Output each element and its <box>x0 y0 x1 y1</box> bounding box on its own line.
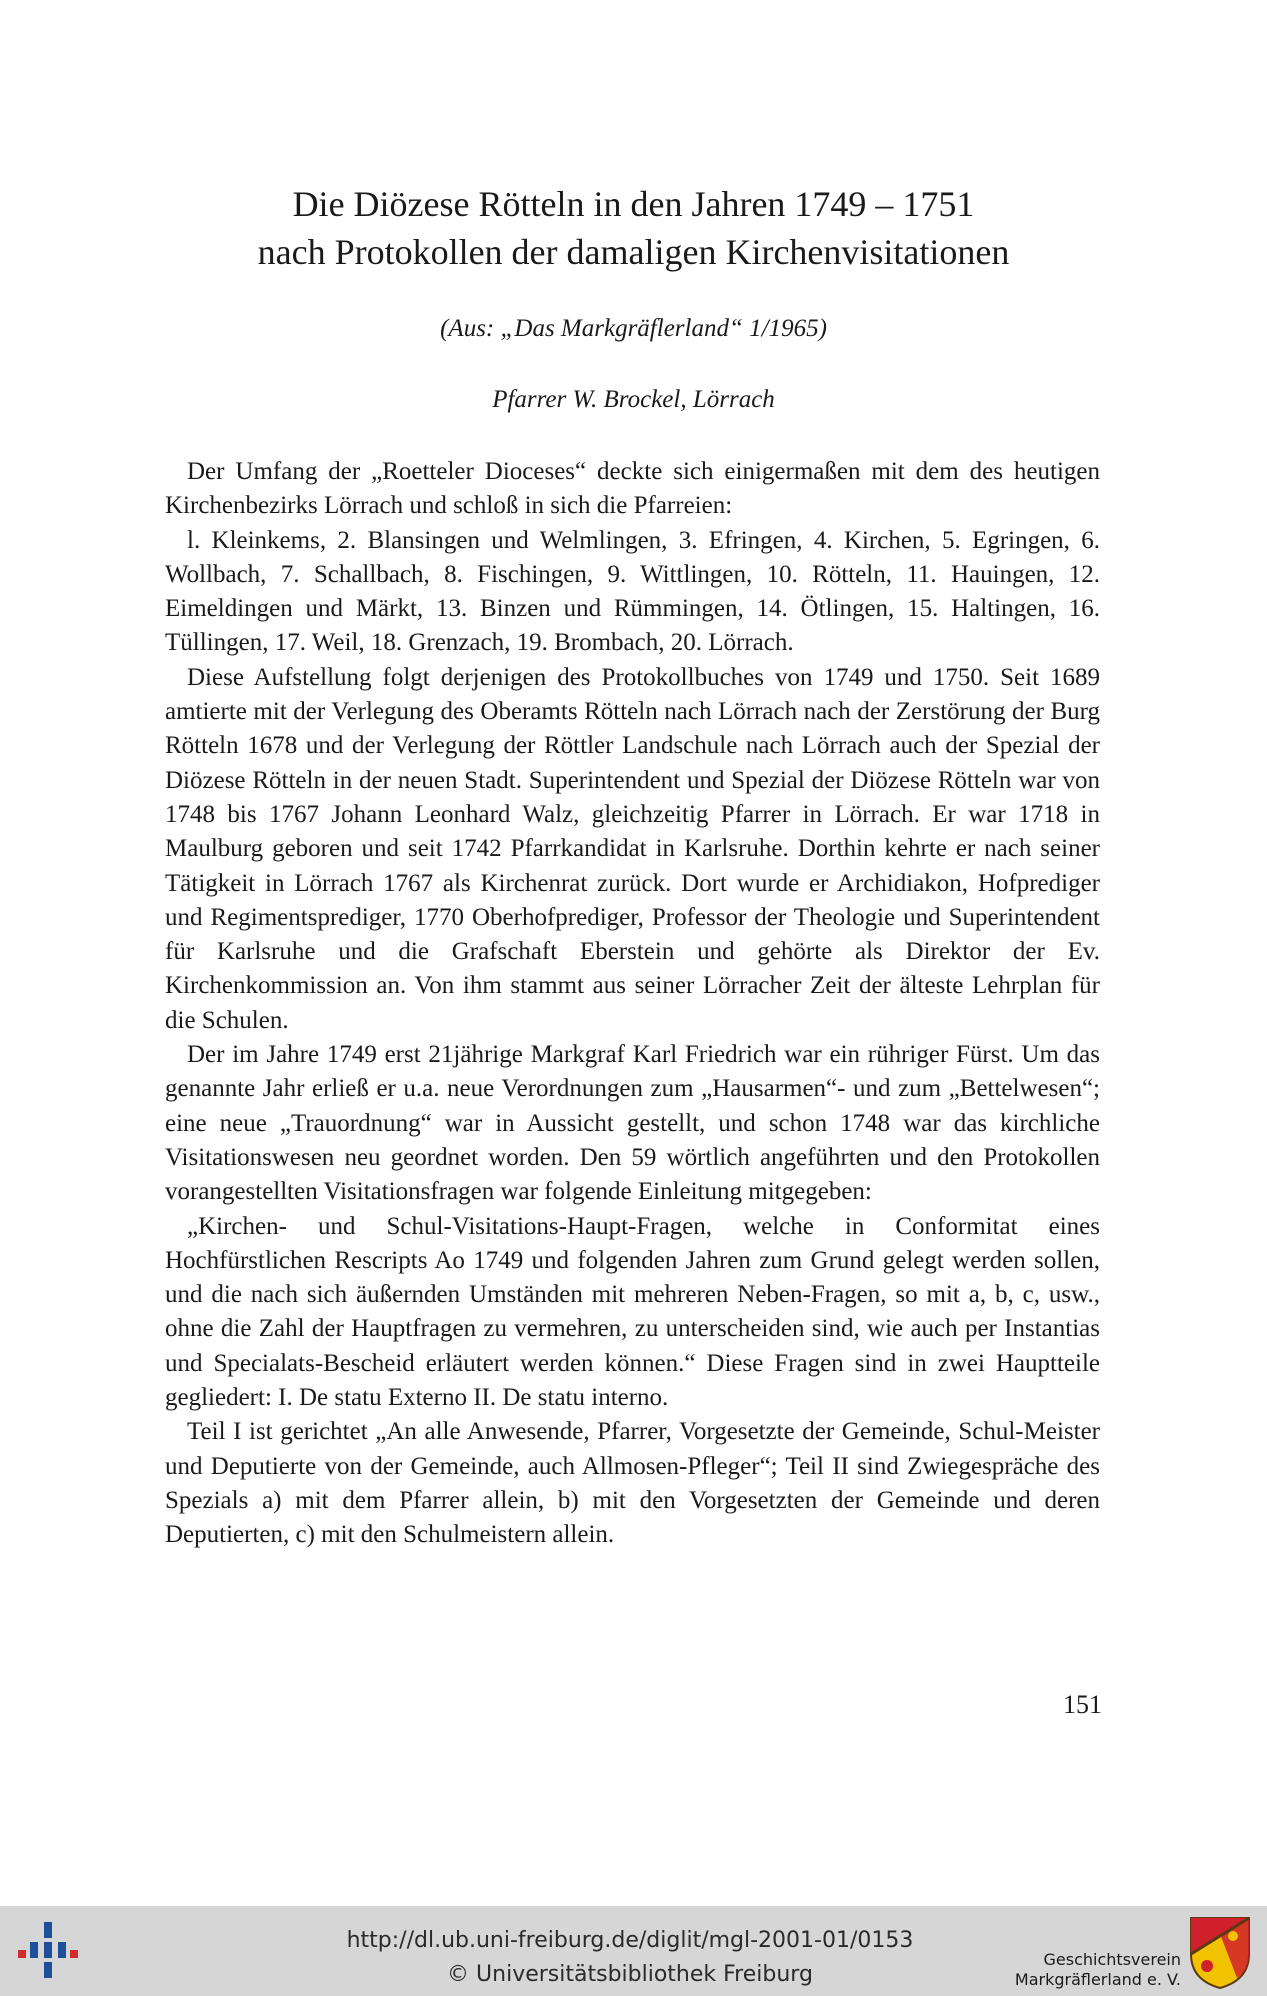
society-name <box>1015 1950 1181 1990</box>
parish-list-paragraph: l. Kleinkems, 2. Blansingen und Welmlingen, 3. Efringen, 4. Kirchen, 5. Egringen, 6. Wollbach, 7. Schallbach, 8. Fischingen, 9. Wittlingen, 10. Rötteln, 11. Hauingen, 12. Eimeldingen und Märkt, 13. Binzen und Rümmingen, 14. Ötlingen, 15. Haltingen, 16. Tüllingen, 17. Weil, 18. Grenzach, 19. Brombach, 20. Lörrach. <box>165 526 1100 657</box>
footer-bar <box>0 1906 1267 1996</box>
society-name-line-2: Markgräflerland e. V. <box>1014 1970 1181 1989</box>
ub-freiburg-logo-icon <box>16 1920 82 1982</box>
footer-copyright: © Universitätsbibliothek Freiburg <box>447 1962 813 1987</box>
title-line-2: nach Protokollen der damaligen Kirchenvisitationen <box>257 232 1010 272</box>
footer-url-link[interactable]: http://dl.ub.uni-freiburg.de/diglit/mgl-2001-01/0153 <box>346 1928 914 1953</box>
society-name-line-1: Geschichtsverein <box>1043 1950 1181 1969</box>
article-body <box>165 455 1100 1553</box>
source-citation: (Aus: „Das Markgräflerland“ 1/1965) <box>440 315 827 342</box>
title-line-1: Die Diözese Rötteln in den Jahren 1749 – 1751 <box>292 184 975 224</box>
article-title <box>0 180 1267 276</box>
author-line: Pfarrer W. Brockel, Lörrach <box>492 386 775 413</box>
page-number: 151 <box>1063 1690 1102 1719</box>
body-paragraph: Teil I ist gerichtet „An alle Anwesende, Pfarrer, Vorgesetzte der Gemeinde, Schul-Meister und Deputierte von der Gemeinde, auch Allmosen-Pfleger“; Teil II sind Zwiegespräche des Spezials a) mit dem Pfarrer allein, b) mit den Vorgesetzten der Gemeinde und deren Deputierten, c) mit den Schulmeistern allein. <box>165 1418 1100 1549</box>
coat-of-arms-icon <box>1187 1914 1253 1990</box>
body-paragraph: „Kirchen- und Schul-Visitations-Haupt-Fragen, welche in Conformitat eines Hochfürstlichen Rescripts Ao 1749 und folgenden Jahren zum Grund gelegt werden sollen, und die nach sich äußernden Umständen mit mehreren Neben-Fragen, so mit a, b, c, usw., ohne die Zahl der Hauptfragen zu vermehren, zu unterscheiden sind, wie auch per Instantias und Specialats-Bescheid erläutert werden können.“ Diese Fragen sind in zwei Hauptteile gegliedert: I. De statu Externo II. De statu interno. <box>165 1212 1100 1412</box>
body-paragraph: Der im Jahre 1749 erst 21jährige Markgraf Karl Friedrich war ein rühriger Fürst. Um das genannte Jahr erließ er u.a. neue Verordnungen zum „Hausarmen“- und zum „Bettelwesen“; eine neue „Trauordnung“ war in Aussicht gestellt, und schon 1748 war das kirchliche Visitationswesen neu geordnet worden. Den 59 wörtlich angeführten und den Protokollen vorangestellten Visitationsfragen war folgende Einleitung mitgegeben: <box>165 1041 1100 1206</box>
body-paragraph: Diese Aufstellung folgt derjenigen des Protokollbuches von 1749 und 1750. Seit 1689 amtierte mit der Verlegung des Oberamts Rötteln nach Lörrach nach der Zerstörung der Burg Rötteln 1678 und der Verlegung der Röttler Landschule nach Lörrach auch der Spezial der Diözese Rötteln in der neuen Stadt. Superintendent und Spezial der Diözese Rötteln war von 1748 bis 1767 Johann Leonhard Walz, gleichzeitig Pfarrer in Lörrach. Er war 1718 in Maulburg geboren und seit 1742 Pfarrkandidat in Karlsruhe. Dorthin kehrte er nach seiner Tätigkeit in Lörrach 1767 als Kirchenrat zurück. Dort wurde er Archidiakon, Hofprediger und Regimentsprediger, 1770 Oberhofprediger, Professor der Theologie und Superintendent für Karlsruhe und die Grafschaft Eberstein und gehörte als Direktor der Ev. Kirchenkommission an. Von ihm stammt aus seiner Lörracher Zeit der älteste Lehrplan für die Schulen. <box>165 663 1100 1034</box>
body-paragraph: Der Umfang der „Roetteler Dioceses“ deckte sich einigermaßen mit dem des heutigen Kirchenbezirks Lörrach und schloß in sich die Pfarreien: <box>165 458 1100 520</box>
